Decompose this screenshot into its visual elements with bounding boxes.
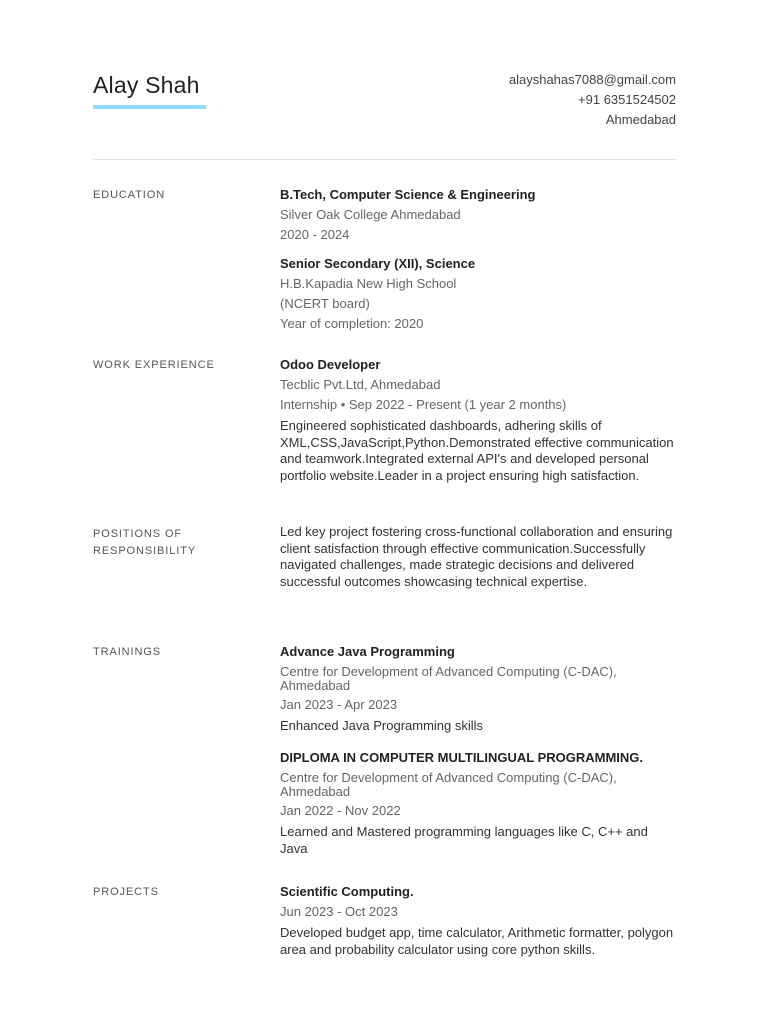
entry-institution: H.B.Kapadia New High School: [280, 276, 457, 291]
entry-description: Enhanced Java Programming skills: [280, 718, 484, 733]
entry-details: Internship • Sep 2022 - Present (1 year 2 months): [280, 397, 567, 412]
section-label-education: EDUCATION: [93, 189, 166, 201]
contact-phone[interactable]: +91 6351524502: [578, 92, 676, 107]
entry-description: Engineered sophisticated dashboards, adhering skills of XML,CSS,JavaScript,Python.Demonstrated effective communication and teamwork.Integrated external API's and developed personal portfolio website.Leader in a project ensuring high satisfaction.: [280, 418, 674, 483]
entry-description: Developed budget app, time calculator, Arithmetic formatter, polygon area and probability calculator using core python skills.: [280, 925, 674, 957]
section-label-positions: [93, 526, 243, 560]
entry-institution: Silver Oak College Ahmedabad: [280, 207, 461, 222]
header-divider: [93, 159, 676, 160]
entry-dates: 2020 - 2024: [280, 227, 350, 242]
section-label-trainings: TRAININGS: [93, 646, 161, 658]
entry-dates: Jan 2023 - Apr 2023: [280, 697, 398, 712]
entry-completion: Year of completion: 2020: [280, 316, 424, 331]
education-entry-btech: [280, 185, 676, 245]
education-entry-secondary: [280, 254, 676, 334]
entry-dates: Jan 2022 - Nov 2022: [280, 803, 401, 818]
entry-company: Tecblic Pvt.Ltd, Ahmedabad: [280, 377, 441, 392]
contact-email[interactable]: alayshahas7088@gmail.com: [508, 72, 676, 87]
entry-dates: Jun 2023 - Oct 2023: [280, 904, 398, 919]
entry-organization: Centre for Development of Advanced Computing (C-DAC), Ahmedabad: [280, 770, 617, 799]
entry-title: B.Tech, Computer Science & Engineering: [280, 187, 536, 202]
entry-description: Learned and Mastered programming languages like C, C++ and Java: [280, 824, 648, 856]
entry-board: (NCERT board): [280, 296, 370, 311]
entry-title: Senior Secondary (XII), Science: [280, 256, 476, 271]
project-entry-scientific-computing: [280, 882, 676, 958]
entry-title: DIPLOMA IN COMPUTER MULTILINGUAL PROGRAMMING.: [280, 750, 644, 765]
name-underline-accent: [93, 105, 206, 109]
entry-title: Advance Java Programming: [280, 644, 455, 659]
section-label-work-experience: WORK EXPERIENCE: [93, 359, 215, 371]
section-label-projects: PROJECTS: [93, 886, 159, 898]
positions-entry: [280, 524, 676, 590]
section-label-line: POSITIONS OF: [93, 528, 183, 540]
entry-description: Led key project fostering cross-functional collaboration and ensuring client satisfaction through effective communication.Successfully navigated challenges, made strategic decisions and delivered successful outcomes showcasing technical expertise.: [280, 524, 673, 589]
entry-title: Scientific Computing.: [280, 884, 414, 899]
work-entry-odoo: [280, 355, 676, 484]
training-entry-diploma: [280, 748, 676, 857]
training-entry-java: [280, 642, 676, 735]
entry-title: Odoo Developer: [280, 357, 381, 372]
entry-organization: Centre for Development of Advanced Computing (C-DAC), Ahmedabad: [280, 664, 617, 693]
candidate-name: Alay Shah: [93, 72, 200, 98]
contact-info: [509, 70, 676, 130]
section-label-line: RESPONSIBILITY: [93, 545, 197, 557]
contact-location: Ahmedabad: [605, 112, 676, 127]
